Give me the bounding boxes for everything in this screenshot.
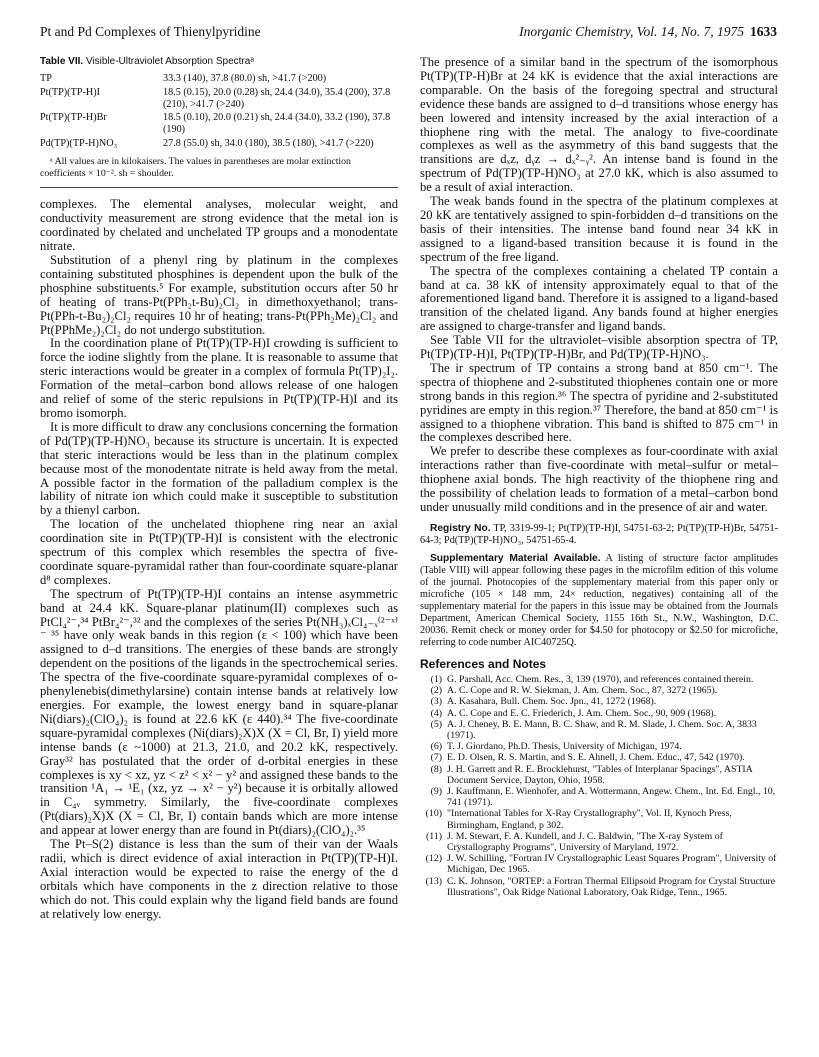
left-column <box>40 56 398 922</box>
reference-text: A. C. Cope and E. C. Friederich, J. Am. Chem. Soc., 90, 909 (1968). <box>447 707 717 719</box>
references-list <box>420 674 778 898</box>
table-row <box>40 73 398 87</box>
table-row <box>40 138 398 152</box>
running-header-title: Pt and Pd Complexes of Thienylpyridine <box>40 24 261 39</box>
absorption-values-cell: 18.5 (0.10), 20.0 (0.21) sh, 24.4 (34.0), 33.2 (190), 37.8 (190) <box>163 112 391 136</box>
paragraph: The weak bands found in the spectra of the platinum complexes at 20 kK are tentatively assigned to spin-forbidden d–d transitions on the basis of their intensities. The intense band found near 34 kK in assigned to a ligand-based transition because it is found in the spectrum of the free ligand. <box>420 194 778 264</box>
paragraph: In the coordination plane of Pt(TP)(TP-H)I crowding is sufficient to force the iodine slightly from the plane. It is reasonable to assume that steric interactions would be greater in a complex of formula Pt(TP)₂I₂. Formation of the metal–carbon bond allows release of one halogen and relief of some of the steric repulsions in Pt(TP)(TP-H)I and its bromo isomorph. <box>40 336 398 420</box>
spectra-table <box>40 73 398 152</box>
reference-text: A. C. Cope and R. W. Siekman, J. Am. Chem. Soc., 87, 3272 (1965). <box>447 685 718 697</box>
supplementary-text: A listing of structure factor amplitudes (Table VIII) will appear following these pages in the microfilm edition of this volume of the journal. Photocopies of the supplementary material from this paper only or microfiche (105 × 148 mm, 24× reduction, negatives) containing all of the supplementary material for the papers in this issue may be obtained from the Journals Department, American Chemical Society, 1155 16th St., N.W., Washington, D.C. 20036. Remit check or money order for $4.50 for photocopy or $2.50 for microfiche, referring to code number AIC40725Q. <box>420 552 778 648</box>
reference-number: (13) <box>425 875 442 887</box>
paragraph: The spectra of the complexes containing a chelated TP contain a band at ca. 38 kK of intensity approximately equal to that of the aforementioned ligand band. Therefore it is assigned to a ligand-based transition of the chelated ligand. Any bands found at higher energies are assigned to charge-transfer and ligand bands. <box>420 263 778 334</box>
table-footnote: ᵃ All values are in kilokaisers. The values in parentheses are molar extinction coefficients × 10⁻². sh = shoulder. <box>40 155 351 179</box>
right-column <box>420 56 778 898</box>
paragraph: See Table VII for the ultraviolet–visible absorption spectra of TP, Pt(TP)(TP-H)I, Pt(TP)(TP-H)Br, and Pd(TP)(TP-H)NO₃. <box>420 333 778 362</box>
reference-text: J. H. Garrett and R. E. Brocklehurst, "Tables of Interplanar Spacings", ASTIA Document Service, Dayton, Ohio, 1958. <box>447 763 753 786</box>
paragraph: The spectrum of Pt(TP)(TP-H)I contains an intense asymmetric band at 24.4 kK. Square-planar platinum(II) complexes such as PtCl₄²⁻,³⁴ PtBr₄²⁻,³² and the complexes of the series Pt(NH₃)ₓCl₄₋ₓ⁽²⁻ˣ⁾⁻ ³⁵ have only weak bands in this region (ε < 100) which have been assigned to d–d transitions. The energies of these bands are strongly dependent on the positions of the ligands in the spectrochemical series. The spectra of the five-coordinate square-pyramidal complexes of o-phenylenebis(dimethylarsine) contain intense bands at relatively low energies. For example, the lowest energy band in square-planar Ni(diars)₂(ClO₄)₂ is found at 22.6 kK (ε 440).³⁴ The five-coordinate square-pyramidal complexes (Ni(diars)₂X)X (X = Cl, Br, I) yield more intense bands (ε ~1000) at 21.3, 21.0, and 20.2 kK, respectively. Gray³² has postulated that the order of d-orbital energies in these complexes is xy < xz, yz < z² < x² − y² and assigned these bands to the transition ¹A₁ → ¹E₁ (xz, yz → x² − y²) because it is orbitally allowed in C₄ᵥ symmetry. Similarly, the five-coordinate complexes (Pt(diars)₂X)X (X = Cl, Br, I) contain bands which are more intense and appear at lower energy than are found in Pt(diars)₂(ClO₄)₂.³⁵ <box>40 586 398 838</box>
supplementary-material <box>420 553 778 649</box>
paragraph: The ir spectrum of TP contains a strong band at 850 cm⁻¹. The spectra of thiophene and 2-substituted thiophenes contain one or more strong bands in this region.³⁶ The spectra of pyridine and 2-substituted pyridines are empty in this region.³⁷ Therefore, the band at 850 cm⁻¹ is assigned to a thiophene vibration. This band is shifted to 875 cm⁻¹ in the complexes described here. <box>420 360 778 445</box>
reference-item <box>420 674 778 685</box>
paragraph: The location of the unchelated thiophene ring near an axial coordination site in Pt(TP)(TP-H)I is consistent with the electronic spectrum of this complex which resembles the spectra of five-coordinate square-pyramidal rather than four-coordinate square-planar d⁸ complexes. <box>40 517 398 587</box>
reference-text: T. J. Giordano, Ph.D. Thesis, University of Michigan, 1974. <box>447 741 682 753</box>
absorption-values-cell: 27.8 (55.0) sh, 34.0 (180), 38.5 (180), >41.7 (>220) <box>163 137 374 149</box>
paragraph: Substitution of a phenyl ring by platinum in the complexes containing substituted phosphines is dependent upon the bulk of the phosphine substituents.⁵ For example, substitution occurs after 50 hr of heating of trans-Pt(PPh₂t-Bu)₂Cl₂ in dimethoxyethanol; trans-Pt(PPh-t-Bu₂)₂Cl₂ requires 10 hr of heating; trans-Pt(PPh₂Me)₂Cl₂ and Pt(PPhMe₂)₂Cl₂ do not undergo substitution. <box>40 253 398 337</box>
paragraph: The presence of a similar band in the spectrum of the isomorphous Pt(TP)(TP-H)Br at 24 kK is evidence that the axial interactions are comparable. On the basis of the foregoing spectral and structural evidence these bands are assigned to d–d transitions whose energy has been lowered and intensity increased by the axial interaction of a thiophene ring with the metal. The analogy to five-coordinate complexes as well as the asymmetry of this band suggests that the transitions are dₓz, dᵧz → dₓ²₋ᵧ². An intense band is found in the spectrum of Pd(TP)(TP-H)NO₃ at 27.0 kK, which is also assumed to be a result of axial interaction. <box>420 55 778 195</box>
reference-text: E. D. Olsen, R. S. Martin, and S. E. Ahnell, J. Chem. Educ., 47, 542 (1970). <box>447 752 745 764</box>
reference-number: (12) <box>425 853 442 865</box>
reference-number: (9) <box>430 785 442 797</box>
right-body-text <box>420 56 778 515</box>
reference-number: (8) <box>430 763 442 775</box>
reference-item <box>420 786 778 808</box>
reference-item <box>420 808 778 830</box>
reference-item <box>420 719 778 741</box>
reference-text: C. K. Johnson, "ORTEP: a Fortran Thermal Ellipsoid Program for Crystal Structure Illustrations", Oak Ridge National Laboratory, Oak Ridge, Tenn., 1965. <box>447 875 776 898</box>
reference-text: "International Tables for X-Ray Crystallography", Vol. II, Kynoch Press, Birmingham, England, p 302. <box>447 808 732 831</box>
paragraph: It is more difficult to draw any conclusions concerning the formation of Pd(TP)(TP-H)NO₃ because its structure is uncertain. It is expected that steric interactions would be less than in the platinum complex because most of the monodentate nitrate is held away from the metal. A possible factor in the formation of the palladium complex is the lability of nitrate ion which could make it susceptible to substitution by a thienyl carbon. <box>40 419 398 518</box>
reference-text: J. W. Schilling, "Fortran IV Crystallographic Least Squares Program", University of Michigan, Dec 1965. <box>447 853 777 876</box>
compound-cell: Pt(TP)(TP-H)Br <box>40 112 107 124</box>
reference-item <box>420 696 778 707</box>
table-row <box>40 87 398 113</box>
reference-text: J. Kauffmann, E. Wienhofer, and A. Wottermann, Angew. Chem., Int. Ed. Engl., 10, 741 (1971). <box>447 785 776 809</box>
compound-cell: Pt(TP)(TP-H)I <box>40 86 100 98</box>
reference-number: (10) <box>425 808 442 820</box>
reference-number: (1) <box>430 673 442 685</box>
reference-number: (2) <box>430 685 442 697</box>
reference-item <box>420 831 778 853</box>
reference-number: (11) <box>426 830 442 842</box>
left-body-text <box>40 198 398 921</box>
reference-item <box>420 685 778 696</box>
absorption-values-cell: 33.3 (140), 37.8 (80.0) sh, >41.7 (>200) <box>163 73 327 84</box>
reference-text: A. Kasahara, Bull. Chem. Soc. Jpn., 41, 1272 (1968). <box>447 696 657 708</box>
reference-item <box>420 764 778 786</box>
supplementary-label: Supplementary Material Available. <box>430 552 601 564</box>
reference-text: J. M. Stewart, F. A. Kundell, and J. C. Baldwin, "The X-ray System of Crystallography Programs", University of Maryland, 1972. <box>447 830 723 853</box>
compound-cell: TP <box>40 73 52 84</box>
table-title: Visible-Ultraviolet Absorption Spectraᵃ <box>85 56 255 67</box>
reference-text: G. Parshall, Acc. Chem. Res., 3, 139 (1970), and references contained therein. <box>447 673 754 685</box>
table-label: Table VII. <box>40 56 84 67</box>
table-divider <box>40 187 398 188</box>
journal-citation: Inorganic Chemistry, Vol. 14, No. 7, 1975 <box>519 24 744 39</box>
reference-number: (6) <box>430 741 442 753</box>
absorption-values-cell: 18.5 (0.15), 20.0 (0.28) sh, 24.4 (34.0), 35.4 (200), 37.8 (210), >41.7 (>240) <box>163 86 391 110</box>
running-header-journal <box>519 24 777 40</box>
reference-text: A. J. Cheney, B. E. Mann, B. C. Shaw, and R. M. Slade, J. Chem. Soc. A, 3833 (1971). <box>447 718 757 741</box>
registry-text: TP, 3319-99-1; Pt(TP)(TP-H)I, 54751-63-2; Pt(TP)(TP-H)Br, 54751-64-3; Pd(TP)(TP-H)NO₃, 54751-65-4. <box>420 522 778 546</box>
registry-label: Registry No. <box>430 522 491 534</box>
reference-item <box>420 708 778 719</box>
paragraph: complexes. The elemental analyses, molecular weight, and conductivity measurement are strong evidence that the metal ion is coordinated by chelated and unchelated TP groups and a monodentate nitrate. <box>40 197 398 254</box>
page-number: 1633 <box>750 24 777 39</box>
references-heading: References and Notes <box>420 656 547 671</box>
reference-item <box>420 752 778 763</box>
reference-item <box>420 741 778 752</box>
table-caption <box>40 56 398 67</box>
reference-number: (7) <box>430 752 442 764</box>
paragraph: The Pt–S(2) distance is less than the sum of their van der Waals radii, which is direct evidence of axial interaction in Pt(TP)(TP-H)I. Axial interaction would be expected to raise the energy of the d orbitals which have components in the z direction relative to those which do not. This could explain why the ligand field bands are found at relatively low energy. <box>40 837 398 921</box>
reference-item <box>420 876 778 898</box>
reference-item <box>420 853 778 875</box>
table-row <box>40 112 398 138</box>
reference-number: (5) <box>430 718 442 730</box>
reference-number: (4) <box>430 707 442 719</box>
compound-cell: Pd(TP)(TP-H)NO₃ <box>40 137 118 149</box>
registry-numbers <box>420 523 778 547</box>
paragraph: We prefer to describe these complexes as four-coordinate with axial interactions rather than five-coordinate with metal–sulfur or metal–thiophene axial bonds. The high reactivity of the thiophene ring and the possibility of chelation leads to formation of a metal–carbon bond under unusually mild conditions and in the presence of air and water. <box>420 444 778 514</box>
reference-number: (3) <box>430 696 442 708</box>
